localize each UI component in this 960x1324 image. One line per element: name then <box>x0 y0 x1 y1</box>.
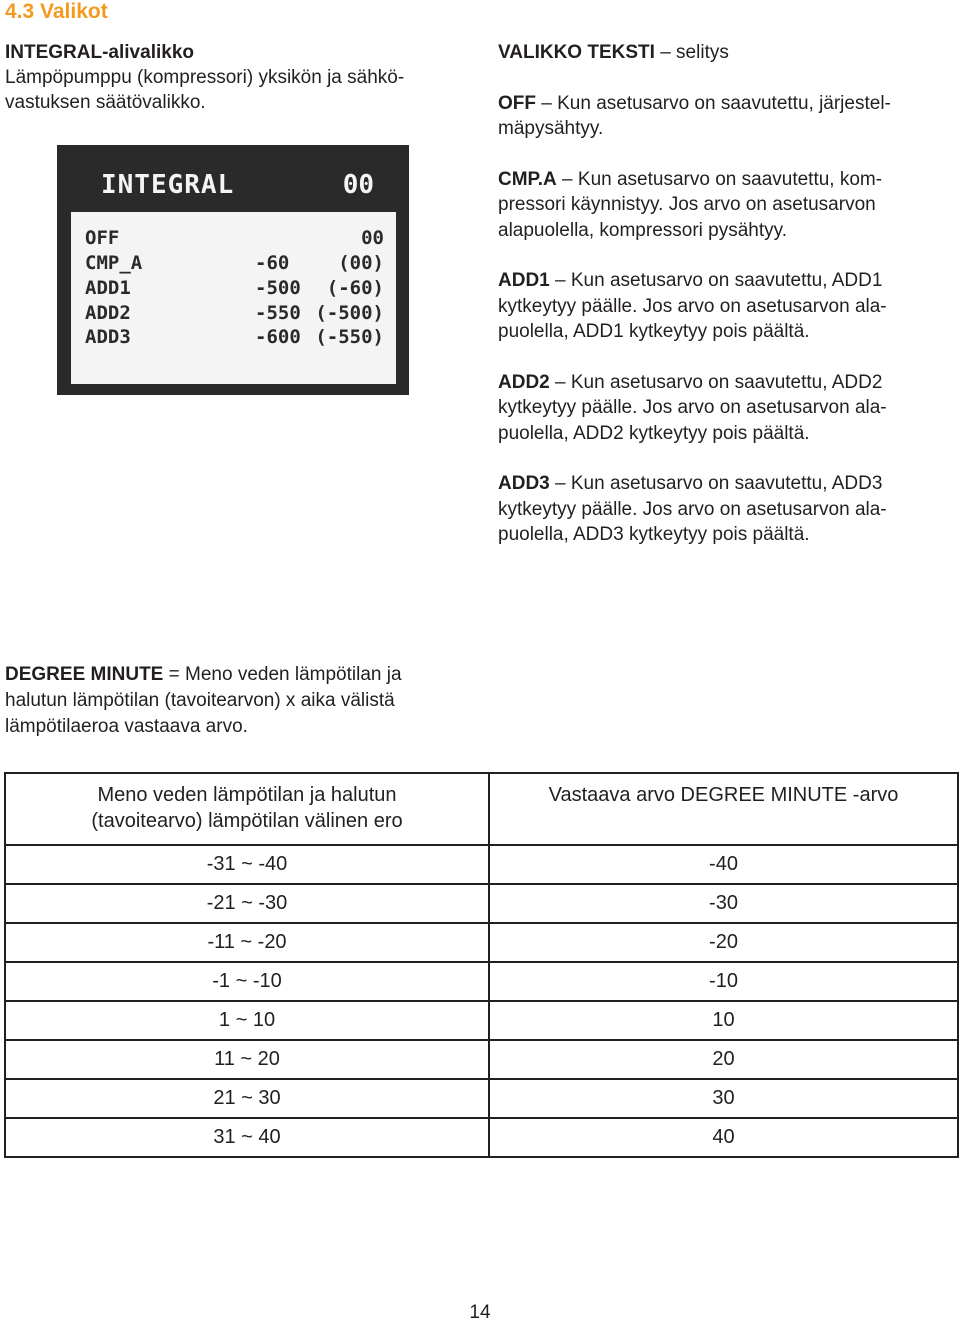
intro-line-1: Lämpöpumppu (kompressori) yksikön ja sähkö- <box>5 67 405 88</box>
table-cell-range: 21 ~ 30 <box>5 1079 489 1118</box>
intro-line-2: vastuksen säätövalikko. <box>5 92 206 113</box>
table-row <box>5 923 958 962</box>
explanation-add3 <box>498 471 938 548</box>
lcd-row-value: -600 <box>255 326 301 348</box>
explanation-term: OFF <box>498 92 536 114</box>
lcd-row-off <box>71 227 396 251</box>
lcd-row-value: -60 <box>255 252 290 274</box>
explanation-off <box>498 91 938 142</box>
explanation-text: – Kun asetusarvo on saavutettu, kom-pressori käynnistyy. Jos arvo on asetusarvon alapuolella, kompressori pysähtyy. <box>498 168 883 241</box>
degree-minute-definition <box>5 662 475 740</box>
table-cell-range: -11 ~ -20 <box>5 923 489 962</box>
explanations-heading-bold: VALIKKO TEKSTI <box>498 42 655 63</box>
table-row <box>5 1118 958 1157</box>
lcd-header <box>71 157 396 212</box>
explanation-cmp-a <box>498 167 938 244</box>
lcd-row-name: OFF <box>85 227 120 249</box>
explanation-add2 <box>498 370 938 447</box>
lcd-row-paren: (00) <box>338 252 384 274</box>
degree-line-1: = Meno veden lämpötilan ja <box>163 664 402 685</box>
explanation-term: ADD2 <box>498 371 550 393</box>
degree-term: DEGREE MINUTE <box>5 664 164 685</box>
lcd-display <box>71 157 396 384</box>
section-title: 4.3 Valikot <box>5 0 108 23</box>
lcd-number: 00 <box>342 170 374 200</box>
table-cell-range: 1 ~ 10 <box>5 1001 489 1040</box>
lcd-screen <box>57 145 409 395</box>
table-row <box>5 1001 958 1040</box>
table-cell-value: 30 <box>489 1079 958 1118</box>
table-row <box>5 1040 958 1079</box>
degree-minute-table <box>4 772 959 1158</box>
degree-line-3: lämpötilaeroa vastaava arvo. <box>5 716 248 737</box>
table-cell-value: 10 <box>489 1001 958 1040</box>
lcd-row-add1 <box>71 277 396 301</box>
explanation-term: ADD3 <box>498 473 550 494</box>
lcd-row-name: ADD2 <box>85 302 131 324</box>
explanation-term: CMP.A <box>498 168 557 190</box>
explanation-text: – Kun asetusarvo on saavutettu, ADD3 kytkeytyy päälle. Jos arvo on asetusarvon ala-puolella, ADD3 kytkeytyy pois päältä. <box>498 473 887 545</box>
lcd-row-paren: 00 <box>361 227 384 249</box>
table-header-value: Vastaava arvo DEGREE MINUTE -arvo <box>489 773 958 845</box>
lcd-row-add2 <box>71 302 396 326</box>
lcd-row-name: ADD1 <box>85 277 131 299</box>
lcd-row-paren: (-550) <box>315 326 384 348</box>
explanations-heading <box>498 40 938 66</box>
page-number: 14 <box>469 1302 491 1323</box>
table-header-difference-line-1: Meno veden lämpötilan ja halutun <box>97 784 397 806</box>
table-cell-value: -20 <box>489 923 958 962</box>
intro-block <box>5 40 475 115</box>
lcd-row-name: CMP_A <box>85 252 143 274</box>
lcd-title: INTEGRAL <box>101 170 235 200</box>
lcd-row-add3 <box>71 326 396 350</box>
table-row <box>5 962 958 1001</box>
lcd-row-paren: (-500) <box>315 302 384 324</box>
explanation-term: ADD1 <box>498 270 550 291</box>
table-row <box>5 1079 958 1118</box>
table-header-difference-line-2: (tavoitearvo) lämpötilan välinen ero <box>91 810 403 832</box>
lcd-row-value: -550 <box>255 302 301 324</box>
degree-line-2: halutun lämpötilan (tavoitearvon) x aika välistä <box>5 690 395 711</box>
table-cell-value: -30 <box>489 884 958 923</box>
table-cell-range: -1 ~ -10 <box>5 962 489 1001</box>
table-row <box>5 884 958 923</box>
explanation-text: – Kun asetusarvo on saavutettu, ADD2 kytkeytyy päälle. Jos arvo on asetusarvon ala-puolella, ADD2 kytkeytyy pois päältä. <box>498 371 887 444</box>
table-header-difference <box>5 773 489 845</box>
table-header-row <box>5 773 958 845</box>
table-cell-value: -10 <box>489 962 958 1001</box>
table-cell-value: 20 <box>489 1040 958 1079</box>
table-cell-range: 31 ~ 40 <box>5 1118 489 1157</box>
intro-heading: INTEGRAL-alivalikko <box>5 42 194 63</box>
table-cell-value: 40 <box>489 1118 958 1157</box>
table-cell-range: -31 ~ -40 <box>5 845 489 884</box>
lcd-row-value: -500 <box>255 277 301 299</box>
explanation-add1 <box>498 268 938 345</box>
explanation-text: – Kun asetusarvo on saavutettu, ADD1 kytkeytyy päälle. Jos arvo on asetusarvon ala-puolella, ADD1 kytkeytyy pois päältä. <box>498 270 887 342</box>
table-cell-range: -21 ~ -30 <box>5 884 489 923</box>
lcd-row-name: ADD3 <box>85 326 131 348</box>
table-row <box>5 845 958 884</box>
table-cell-range: 11 ~ 20 <box>5 1040 489 1079</box>
menu-text-explanations <box>498 40 938 573</box>
explanation-text: – Kun asetusarvo on saavutettu, järjestel-mäpysähtyy. <box>498 92 891 139</box>
lcd-row-paren: (-60) <box>326 277 384 299</box>
lcd-row-cmp-a <box>71 252 396 276</box>
table-cell-value: -40 <box>489 845 958 884</box>
explanations-heading-rest: – selitys <box>654 42 729 63</box>
